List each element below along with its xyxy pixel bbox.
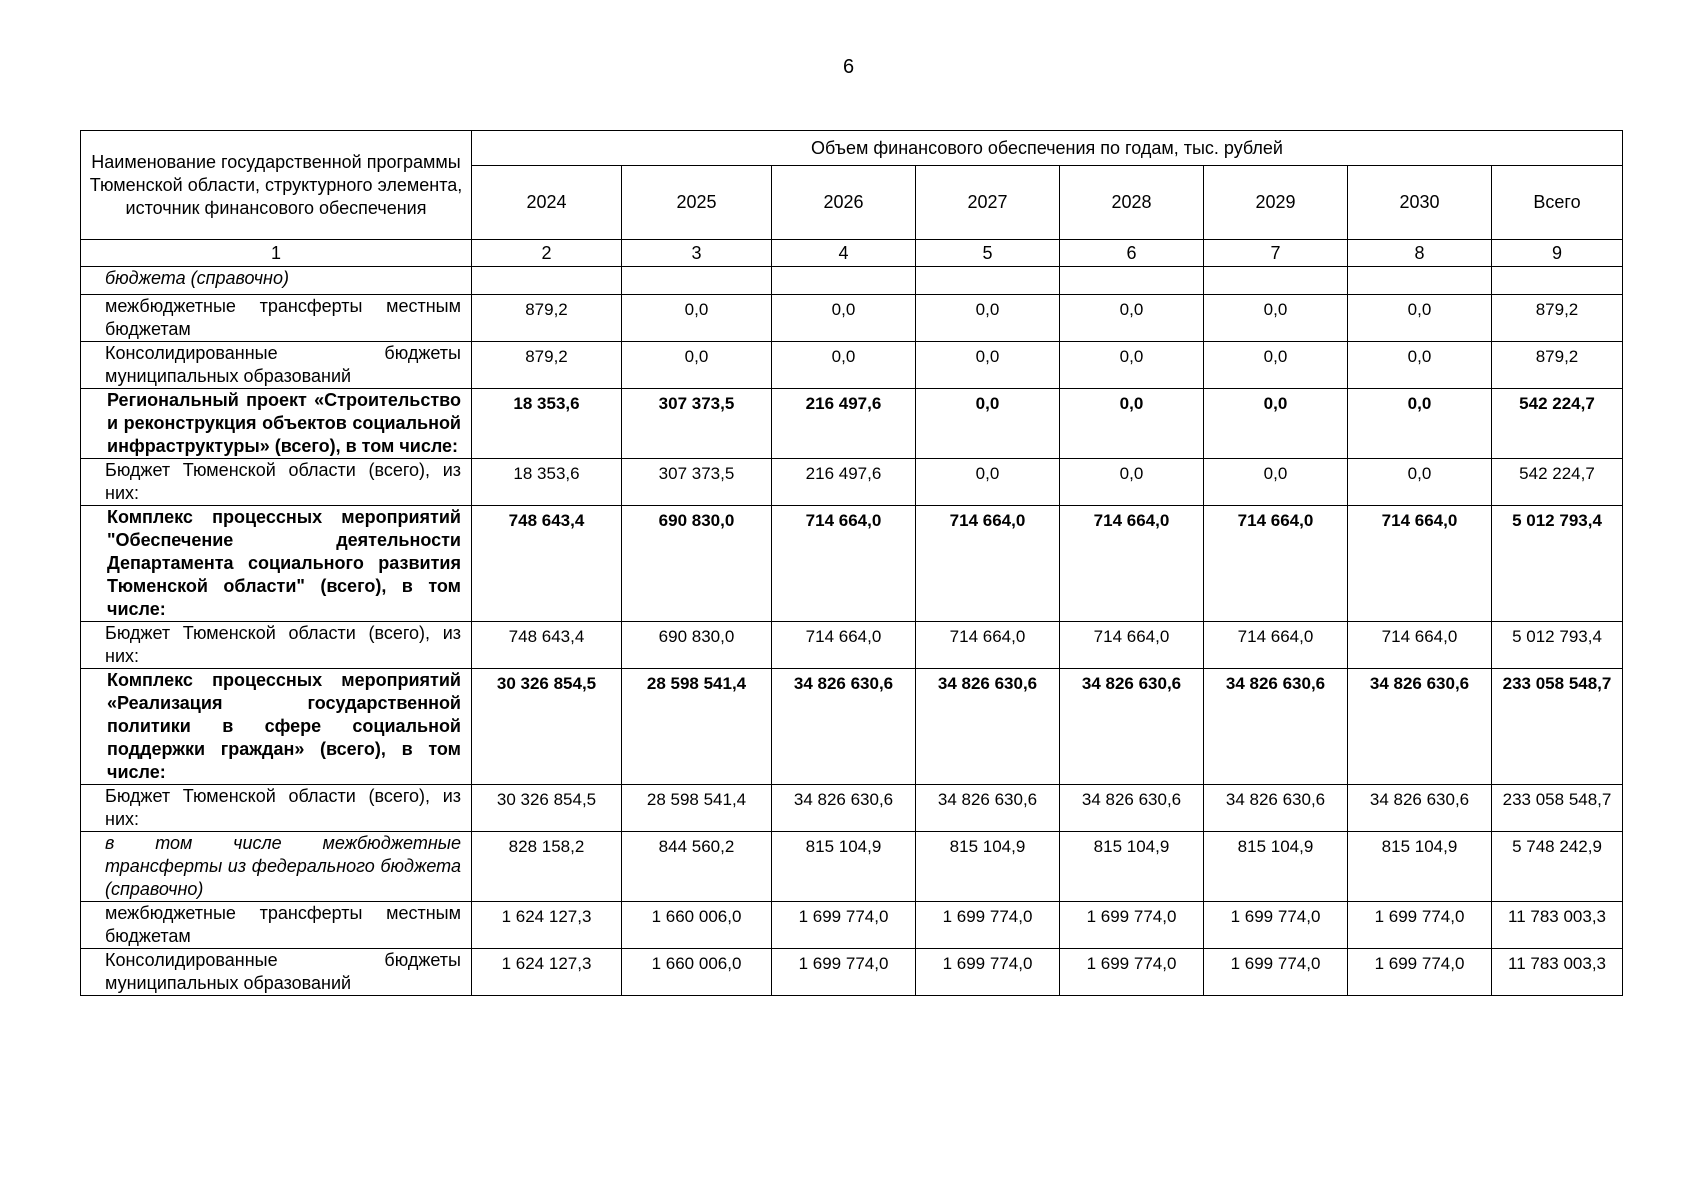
- column-number: 9: [1492, 240, 1623, 267]
- row-value: [772, 267, 916, 295]
- row-value: 34 826 630,6: [1060, 785, 1204, 832]
- row-value: 28 598 541,4: [622, 669, 772, 785]
- row-value: 1 699 774,0: [1204, 902, 1348, 949]
- row-value: 30 326 854,5: [472, 669, 622, 785]
- row-value: [472, 267, 622, 295]
- row-value: 1 699 774,0: [916, 902, 1060, 949]
- column-number: 4: [772, 240, 916, 267]
- year-header: 2024: [472, 166, 622, 240]
- row-value: [622, 267, 772, 295]
- row-value: 1 699 774,0: [1204, 949, 1348, 996]
- row-value: 307 373,5: [622, 389, 772, 459]
- column-number: 7: [1204, 240, 1348, 267]
- row-value: 34 826 630,6: [1060, 669, 1204, 785]
- row-name: Бюджет Тюменской области (всего), из них:: [81, 459, 472, 506]
- row-value: 879,2: [1492, 295, 1623, 342]
- row-value: 815 104,9: [1204, 832, 1348, 902]
- row-value: 1 660 006,0: [622, 902, 772, 949]
- row-value: 0,0: [1204, 342, 1348, 389]
- row-value: 542 224,7: [1492, 389, 1623, 459]
- row-value: 714 664,0: [916, 622, 1060, 669]
- row-value: [1348, 267, 1492, 295]
- table-body: [81, 267, 1623, 996]
- row-value: 34 826 630,6: [772, 785, 916, 832]
- row-value: 714 664,0: [1060, 506, 1204, 622]
- row-value: 34 826 630,6: [1348, 785, 1492, 832]
- row-value: 0,0: [1204, 389, 1348, 459]
- row-value: 216 497,6: [772, 389, 916, 459]
- table-row: [81, 622, 1623, 669]
- row-name: Бюджет Тюменской области (всего), из них:: [81, 622, 472, 669]
- row-value: 714 664,0: [1348, 622, 1492, 669]
- row-value: 0,0: [1348, 295, 1492, 342]
- row-name: бюджета (справочно): [81, 267, 472, 295]
- year-header: 2027: [916, 166, 1060, 240]
- row-value: 815 104,9: [1060, 832, 1204, 902]
- row-value: 748 643,4: [472, 622, 622, 669]
- row-value: 714 664,0: [1204, 622, 1348, 669]
- row-name: Региональный проект «Строительство и реконструкция объектов социальной инфраструктуры» (всего), в том числе:: [81, 389, 472, 459]
- row-value: [1204, 267, 1348, 295]
- page-number: 6: [842, 56, 855, 78]
- row-value: 18 353,6: [472, 389, 622, 459]
- row-value: 1 699 774,0: [772, 902, 916, 949]
- table-row: [81, 832, 1623, 902]
- row-value: 690 830,0: [622, 622, 772, 669]
- row-value: 1 624 127,3: [472, 949, 622, 996]
- row-value: 0,0: [1348, 459, 1492, 506]
- row-value: 233 058 548,7: [1492, 785, 1623, 832]
- row-value: 542 224,7: [1492, 459, 1623, 506]
- row-name: Комплекс процессных мероприятий "Обеспечение деятельности Департамента социального развития Тюменской области" (всего), в том числе:: [81, 506, 472, 622]
- row-value: [916, 267, 1060, 295]
- row-value: 0,0: [916, 389, 1060, 459]
- row-value: 690 830,0: [622, 506, 772, 622]
- row-value: 34 826 630,6: [1204, 785, 1348, 832]
- row-value: [1060, 267, 1204, 295]
- row-name: межбюджетные трансферты местным бюджетам: [81, 295, 472, 342]
- row-value: 879,2: [1492, 342, 1623, 389]
- financing-table: [80, 130, 1623, 996]
- year-header: 2025: [622, 166, 772, 240]
- row-value: 879,2: [472, 295, 622, 342]
- row-value: 34 826 630,6: [1204, 669, 1348, 785]
- row-value: 0,0: [916, 295, 1060, 342]
- row-value: 714 664,0: [916, 506, 1060, 622]
- row-name: межбюджетные трансферты местным бюджетам: [81, 902, 472, 949]
- row-name: Консолидированные бюджеты муниципальных образований: [81, 949, 472, 996]
- row-value: 0,0: [622, 295, 772, 342]
- row-value: 0,0: [1060, 342, 1204, 389]
- table-row: [81, 506, 1623, 622]
- row-name: Комплекс процессных мероприятий «Реализация государственной политики в сфере социальной поддержки граждан» (всего), в том числе:: [81, 669, 472, 785]
- row-value: 714 664,0: [1204, 506, 1348, 622]
- row-name: Бюджет Тюменской области (всего), из них:: [81, 785, 472, 832]
- row-value: 0,0: [772, 295, 916, 342]
- row-value: 844 560,2: [622, 832, 772, 902]
- table-row: [81, 949, 1623, 996]
- row-value: 233 058 548,7: [1492, 669, 1623, 785]
- row-value: 748 643,4: [472, 506, 622, 622]
- row-name: в том числе межбюджетные трансферты из федерального бюджета (справочно): [81, 832, 472, 902]
- row-value: 815 104,9: [916, 832, 1060, 902]
- row-value: 30 326 854,5: [472, 785, 622, 832]
- row-value: 1 660 006,0: [622, 949, 772, 996]
- row-value: [1492, 267, 1623, 295]
- row-value: 0,0: [1204, 459, 1348, 506]
- row-value: 1 624 127,3: [472, 902, 622, 949]
- row-value: 0,0: [1060, 295, 1204, 342]
- table-row: [81, 902, 1623, 949]
- table-row: [81, 342, 1623, 389]
- row-value: 11 783 003,3: [1492, 902, 1623, 949]
- row-value: 18 353,6: [472, 459, 622, 506]
- row-value: 0,0: [772, 342, 916, 389]
- row-value: 0,0: [1060, 459, 1204, 506]
- row-value: 1 699 774,0: [1348, 902, 1492, 949]
- row-value: 1 699 774,0: [1060, 902, 1204, 949]
- column-number: 1: [81, 240, 472, 267]
- year-header: 2030: [1348, 166, 1492, 240]
- row-value: 34 826 630,6: [916, 669, 1060, 785]
- row-value: 11 783 003,3: [1492, 949, 1623, 996]
- column-number: 5: [916, 240, 1060, 267]
- year-header: 2028: [1060, 166, 1204, 240]
- row-value: 5 012 793,4: [1492, 506, 1623, 622]
- column-number: 6: [1060, 240, 1204, 267]
- row-value: 0,0: [1348, 389, 1492, 459]
- row-value: 5 012 793,4: [1492, 622, 1623, 669]
- row-value: 34 826 630,6: [772, 669, 916, 785]
- row-value: 0,0: [916, 459, 1060, 506]
- row-value: 34 826 630,6: [1348, 669, 1492, 785]
- year-header: 2026: [772, 166, 916, 240]
- row-value: 216 497,6: [772, 459, 916, 506]
- row-value: 28 598 541,4: [622, 785, 772, 832]
- row-value: 0,0: [622, 342, 772, 389]
- row-value: 828 158,2: [472, 832, 622, 902]
- row-value: 714 664,0: [772, 622, 916, 669]
- row-value: 0,0: [1204, 295, 1348, 342]
- table-row: [81, 785, 1623, 832]
- year-header: 2029: [1204, 166, 1348, 240]
- row-value: 0,0: [1348, 342, 1492, 389]
- table-row: [81, 295, 1623, 342]
- row-value: 1 699 774,0: [772, 949, 916, 996]
- table-row: [81, 669, 1623, 785]
- row-value: 879,2: [472, 342, 622, 389]
- column-number: 3: [622, 240, 772, 267]
- row-value: 307 373,5: [622, 459, 772, 506]
- table-row: [81, 389, 1623, 459]
- header-name: Наименование государственной программы Тюменской области, структурного элемента, источник финансового обеспечения: [81, 131, 472, 240]
- row-value: 0,0: [1060, 389, 1204, 459]
- column-number-row: [81, 240, 1623, 267]
- row-value: 714 664,0: [1348, 506, 1492, 622]
- column-number: 2: [472, 240, 622, 267]
- row-value: 5 748 242,9: [1492, 832, 1623, 902]
- row-value: 1 699 774,0: [1348, 949, 1492, 996]
- row-name: Консолидированные бюджеты муниципальных образований: [81, 342, 472, 389]
- header-group: Объем финансового обеспечения по годам, тыс. рублей: [472, 131, 1623, 166]
- row-value: 714 664,0: [772, 506, 916, 622]
- column-number: 8: [1348, 240, 1492, 267]
- row-value: 815 104,9: [772, 832, 916, 902]
- row-value: 815 104,9: [1348, 832, 1492, 902]
- row-value: 34 826 630,6: [916, 785, 1060, 832]
- table-row: [81, 267, 1623, 295]
- row-value: 714 664,0: [1060, 622, 1204, 669]
- row-value: 1 699 774,0: [916, 949, 1060, 996]
- table-row: [81, 459, 1623, 506]
- row-value: 0,0: [916, 342, 1060, 389]
- row-value: 1 699 774,0: [1060, 949, 1204, 996]
- year-header: Всего: [1492, 166, 1623, 240]
